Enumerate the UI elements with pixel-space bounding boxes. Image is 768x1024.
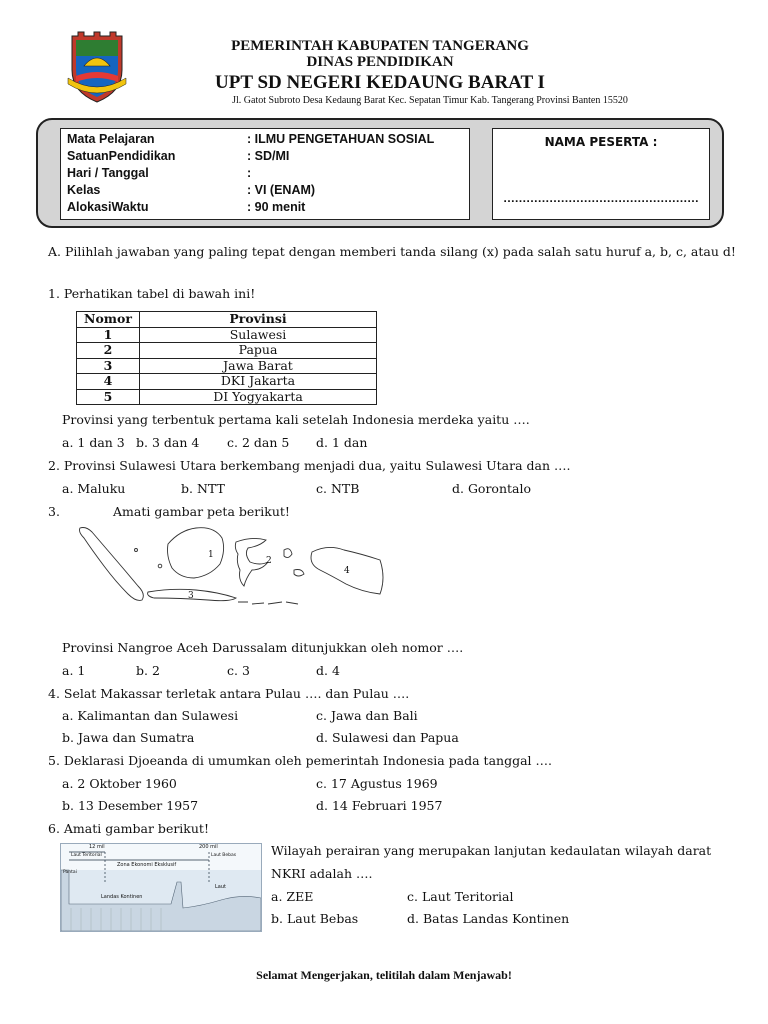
answer-option[interactable]: c. 17 Agustus 1969 (316, 776, 438, 791)
answer-option[interactable]: b. 2 (136, 663, 160, 678)
question-1: 1. Perhatikan tabel di bawah ini! (48, 286, 256, 301)
table-cell: 3 (77, 358, 140, 374)
answer-option[interactable]: c. 3 (227, 663, 250, 678)
table-cell: 2 (77, 343, 140, 359)
map-label: 1 (208, 550, 214, 560)
answer-option[interactable]: d. 1 dan (316, 435, 368, 450)
question-5: 5. Deklarasi Djoeanda di umumkan oleh pemerintah Indonesia pada tanggal …. (48, 753, 552, 768)
table-cell: 5 (77, 389, 140, 405)
answer-option[interactable]: d. 14 Februari 1957 (316, 798, 443, 813)
answer-option[interactable]: c. Laut Teritorial (407, 889, 514, 904)
answer-option[interactable]: a. 1 dan 3 (62, 435, 125, 450)
answer-option[interactable]: d. 4 (316, 663, 340, 678)
table-cell: DI Yogyakarta (140, 389, 377, 405)
answer-option[interactable]: c. 2 dan 5 (227, 435, 290, 450)
info-label: SatuanPendidikan (67, 149, 176, 163)
info-label: AlokasiWaktu (67, 200, 149, 214)
info-label: Hari / Tanggal (67, 166, 149, 180)
diagram-label: Laut Bebas (211, 853, 237, 858)
answer-option[interactable]: b. Laut Bebas (271, 911, 359, 926)
table-cell: Sulawesi (140, 327, 377, 343)
table-cell: DKI Jakarta (140, 374, 377, 390)
answer-option[interactable]: a. ZEE (271, 889, 314, 904)
map-label: 3 (188, 591, 194, 601)
instruction-text: A. Pilihlah jawaban yang paling tepat dengan memberi tanda silang (x) pada salah satu huruf a, b, c, atau d! (48, 244, 736, 259)
answer-option[interactable]: c. NTB (316, 481, 360, 496)
question-6-prompt-line1: Wilayah perairan yang merupakan lanjutan kedaulatan wilayah darat (271, 843, 712, 858)
table-cell: 4 (77, 374, 140, 390)
table-header-row (77, 312, 377, 328)
map-label: 2 (266, 556, 272, 566)
question-3-number: 3. (48, 504, 60, 519)
answer-option[interactable]: a. 1 (62, 663, 86, 678)
participant-name-box (492, 128, 710, 220)
answer-option[interactable]: b. Jawa dan Sumatra (62, 730, 195, 745)
diagram-label: Laut Teritorial (71, 853, 102, 858)
info-value: : SD/MI (247, 149, 290, 163)
answer-option[interactable]: b. 3 dan 4 (136, 435, 200, 450)
info-label: Kelas (67, 183, 101, 197)
maritime-zone-diagram (60, 843, 262, 932)
info-value: : VI (ENAM) (247, 183, 316, 197)
diagram-label: 12 mil (89, 844, 105, 850)
question-4: 4. Selat Makassar terletak antara Pulau …. dan Pulau …. (48, 686, 410, 701)
info-label: Mata Pelajaran (67, 132, 155, 146)
table-header: Provinsi (140, 312, 377, 328)
header-government: PEMERINTAH KABUPATEN TANGERANG (231, 38, 529, 54)
table-cell: Jawa Barat (140, 358, 377, 374)
info-value: : ILMU PENGETAHUAN SOSIAL (247, 132, 435, 146)
header-school: UPT SD NEGERI KEDAUNG BARAT I (215, 72, 545, 93)
participant-name-label: NAMA PESERTA : (544, 135, 658, 149)
participant-name-blank: …………………………………………… (503, 191, 699, 205)
indonesia-map (76, 522, 388, 618)
answer-option[interactable]: d. Batas Landas Kontinen (407, 911, 570, 926)
table-cell: 1 (77, 327, 140, 343)
diagram-label: Zona Ekonomi Eksklusif (117, 862, 177, 868)
table-row (77, 389, 377, 405)
table-row (77, 343, 377, 359)
exam-info-box (60, 128, 470, 220)
question-6-prompt-line2: NKRI adalah …. (271, 866, 373, 881)
answer-option[interactable]: b. 13 Desember 1957 (62, 798, 199, 813)
diagram-label: Laut (215, 884, 226, 890)
table-cell: Papua (140, 343, 377, 359)
table-header: Nomor (77, 312, 140, 328)
info-value: : 90 menit (247, 200, 306, 214)
answer-option[interactable]: d. Sulawesi dan Papua (316, 730, 459, 745)
map-label: 4 (344, 566, 350, 576)
answer-option[interactable]: a. 2 Oktober 1960 (62, 776, 177, 791)
answer-option[interactable]: a. Maluku (62, 481, 126, 496)
table-row (77, 358, 377, 374)
diagram-label: 200 mil (199, 844, 218, 850)
regency-logo (66, 30, 128, 104)
question-1-prompt: Provinsi yang terbentuk pertama kali setelah Indonesia merdeka yaitu …. (62, 412, 530, 427)
diagram-label: Pantai (63, 870, 77, 875)
info-value: : (247, 166, 252, 180)
answer-option[interactable]: a. Kalimantan dan Sulawesi (62, 708, 239, 723)
footer-message: Selamat Mengerjakan, telitilah dalam Menjawab! (256, 968, 512, 982)
question-3-prompt: Provinsi Nangroe Aceh Darussalam ditunjukkan oleh nomor …. (62, 640, 464, 655)
province-table (76, 311, 377, 405)
header-department: DINAS PENDIDIKAN (306, 54, 454, 70)
header-address: Jl. Gatot Subroto Desa Kedaung Barat Kec. Sepatan Timur Kab. Tangerang Provinsi Banten 15520 (232, 95, 628, 106)
question-2: 2. Provinsi Sulawesi Utara berkembang menjadi dua, yaitu Sulawesi Utara dan …. (48, 458, 571, 473)
table-row (77, 327, 377, 343)
answer-option[interactable]: d. Gorontalo (452, 481, 532, 496)
diagram-label: Landas Kontinen (101, 894, 143, 900)
question-3: Amati gambar peta berikut! (113, 504, 290, 519)
answer-option[interactable]: b. NTT (181, 481, 225, 496)
question-6: 6. Amati gambar berikut! (48, 821, 209, 836)
table-row (77, 374, 377, 390)
answer-option[interactable]: c. Jawa dan Bali (316, 708, 418, 723)
